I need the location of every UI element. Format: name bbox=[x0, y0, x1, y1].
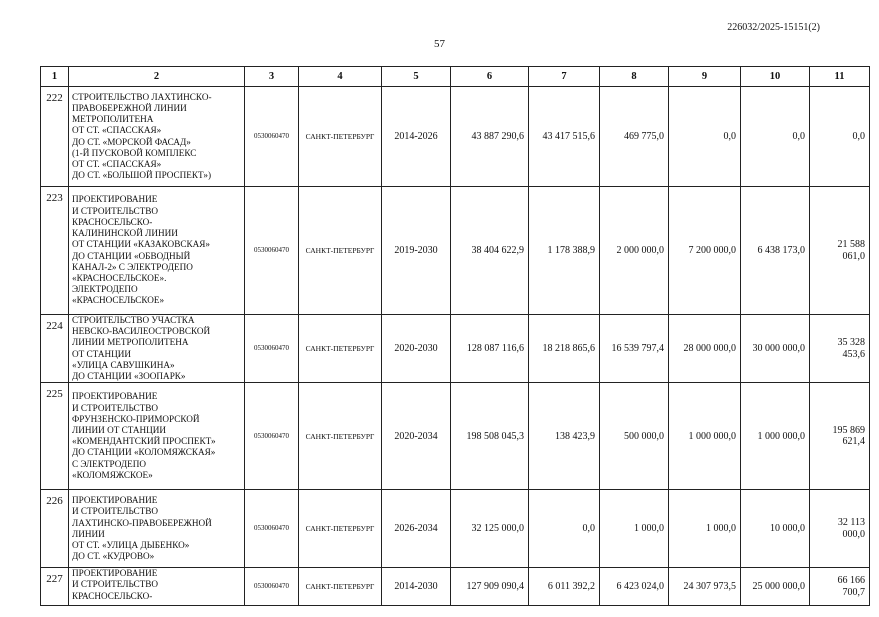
object-name-line: КАЛИНИНСКОЙ ЛИНИИ bbox=[72, 228, 178, 239]
budget-code: 0530060470 bbox=[245, 383, 299, 490]
object-name bbox=[69, 187, 245, 315]
budget-code: 0530060470 bbox=[245, 187, 299, 315]
column-header: 1 bbox=[41, 67, 69, 87]
amount-c8: 469 775,0 bbox=[600, 87, 669, 187]
object-name-line: ОТ СТАНЦИИ «КАЗАКОВСКАЯ» bbox=[72, 239, 210, 250]
object-name-line: С ЭЛЕКТРОДЕПО bbox=[72, 458, 147, 469]
amount-c7: 0,0 bbox=[529, 490, 600, 568]
row-number: 224 bbox=[41, 315, 69, 383]
amount-c11: 66 166 700,7 bbox=[810, 568, 870, 606]
row-number: 222 bbox=[41, 87, 69, 187]
amount-c6: 127 909 090,4 bbox=[451, 568, 529, 606]
amount-c9: 7 200 000,0 bbox=[669, 187, 741, 315]
column-header: 6 bbox=[451, 67, 529, 87]
amount-c11: 0,0 bbox=[810, 87, 870, 187]
page-number: 57 bbox=[434, 38, 445, 50]
amount-c6: 43 887 290,6 bbox=[451, 87, 529, 187]
amount-c8: 6 423 024,0 bbox=[600, 568, 669, 606]
period: 2014-2026 bbox=[382, 87, 451, 187]
object-name-line: ПРОЕКТИРОВАНИЕ bbox=[72, 568, 158, 579]
budget-code: 0530060470 bbox=[245, 315, 299, 383]
table-row bbox=[41, 490, 870, 568]
table-row bbox=[41, 87, 870, 187]
object-name-line: ЛИНИИ МЕТРОПОЛИТЕНА bbox=[72, 337, 189, 348]
object-name bbox=[69, 315, 245, 383]
object-name bbox=[69, 383, 245, 490]
object-name-line: ЛАХТИНСКО-ПРАВОБЕРЕЖНОЙ bbox=[72, 517, 212, 528]
amount-c9: 24 307 973,5 bbox=[669, 568, 741, 606]
amount-c7: 1 178 388,9 bbox=[529, 187, 600, 315]
investment-table bbox=[40, 66, 870, 606]
object-name-line: СТРОИТЕЛЬСТВО ЛАХТИНСКО- bbox=[72, 91, 212, 102]
amount-c10: 6 438 173,0 bbox=[741, 187, 810, 315]
period: 2020-2030 bbox=[382, 315, 451, 383]
object-name bbox=[69, 87, 245, 187]
amount-c10: 1 000 000,0 bbox=[741, 383, 810, 490]
object-name-line: ЭЛЕКТРОДЕПО bbox=[72, 284, 138, 295]
object-name-line: «КОЛОМЯЖСКОЕ» bbox=[72, 469, 153, 480]
row-number: 227 bbox=[41, 568, 69, 606]
object-name bbox=[69, 490, 245, 568]
object-name-line: И СТРОИТЕЛЬСТВО bbox=[72, 205, 159, 216]
object-name-line: И СТРОИТЕЛЬСТВО bbox=[72, 402, 159, 413]
column-header: 4 bbox=[299, 67, 382, 87]
object-name-line: КРАСНОСЕЛЬСКО- bbox=[72, 216, 153, 227]
object-name bbox=[69, 568, 245, 606]
table-row bbox=[41, 383, 870, 490]
period: 2019-2030 bbox=[382, 187, 451, 315]
amount-c11: 32 113 000,0 bbox=[810, 490, 870, 568]
row-number: 223 bbox=[41, 187, 69, 315]
region: САНКТ-ПЕТЕРБУРГ bbox=[299, 87, 382, 187]
region: САНКТ-ПЕТЕРБУРГ bbox=[299, 315, 382, 383]
object-name-line: И СТРОИТЕЛЬСТВО bbox=[72, 506, 159, 517]
budget-code: 0530060470 bbox=[245, 87, 299, 187]
object-name-line: ОТ СТАНЦИИ bbox=[72, 348, 132, 359]
object-name-line: ПРОЕКТИРОВАНИЕ bbox=[72, 495, 158, 506]
table-header-row bbox=[41, 67, 870, 87]
period: 2014-2030 bbox=[382, 568, 451, 606]
object-name-line: НЕВСКО-ВАСИЛЕОСТРОВСКОЙ bbox=[72, 326, 211, 337]
amount-c7: 43 417 515,6 bbox=[529, 87, 600, 187]
object-name-line: «КРАСНОСЕЛЬСКОЕ». bbox=[72, 272, 167, 283]
amount-c11: 21 588 061,0 bbox=[810, 187, 870, 315]
object-name-line: ОТ СТ. «СПАССКАЯ» bbox=[72, 158, 162, 169]
object-name-line: ПРОЕКТИРОВАНИЕ bbox=[72, 194, 158, 205]
object-name-line: «КОМЕНДАНТСКИЙ ПРОСПЕКТ» bbox=[72, 436, 216, 447]
object-name-line: ДО СТАНЦИИ «КОЛОМЯЖСКАЯ» bbox=[72, 447, 216, 458]
document-number: 226032/2025-15151(2) bbox=[727, 22, 820, 33]
column-header: 9 bbox=[669, 67, 741, 87]
object-name-line: ПРАВОБЕРЕЖНОЙ ЛИНИИ bbox=[72, 102, 187, 113]
object-name-line: ДО СТ. «БОЛЬШОЙ ПРОСПЕКТ») bbox=[72, 170, 212, 181]
amount-c8: 500 000,0 bbox=[600, 383, 669, 490]
amount-c10: 30 000 000,0 bbox=[741, 315, 810, 383]
amount-c10: 10 000,0 bbox=[741, 490, 810, 568]
amount-c11: 195 869 621,4 bbox=[810, 383, 870, 490]
amount-c10: 0,0 bbox=[741, 87, 810, 187]
object-name-line: КРАСНОСЕЛЬСКО- bbox=[72, 590, 153, 601]
region: САНКТ-ПЕТЕРБУРГ bbox=[299, 187, 382, 315]
amount-c6: 198 508 045,3 bbox=[451, 383, 529, 490]
object-name-line: «КРАСНОСЕЛЬСКОЕ» bbox=[72, 295, 165, 306]
region: САНКТ-ПЕТЕРБУРГ bbox=[299, 383, 382, 490]
object-name-line: КАНАЛ-2» С ЭЛЕКТРОДЕПО bbox=[72, 261, 193, 272]
amount-c7: 138 423,9 bbox=[529, 383, 600, 490]
budget-code: 0530060470 bbox=[245, 490, 299, 568]
object-name-line: «УЛИЦА САВУШКИНА» bbox=[72, 359, 175, 370]
amount-c6: 128 087 116,6 bbox=[451, 315, 529, 383]
table-row bbox=[41, 315, 870, 383]
amount-c7: 6 011 392,2 bbox=[529, 568, 600, 606]
object-name-line: ДО СТАНЦИИ «ОБВОДНЫЙ bbox=[72, 250, 191, 261]
row-number: 226 bbox=[41, 490, 69, 568]
column-header: 3 bbox=[245, 67, 299, 87]
region: САНКТ-ПЕТЕРБУРГ bbox=[299, 568, 382, 606]
object-name-line: ОТ СТ. «УЛИЦА ДЫБЕНКО» bbox=[72, 539, 190, 550]
column-header: 8 bbox=[600, 67, 669, 87]
row-number: 225 bbox=[41, 383, 69, 490]
amount-c9: 0,0 bbox=[669, 87, 741, 187]
column-header: 10 bbox=[741, 67, 810, 87]
object-name-line: ПРОЕКТИРОВАНИЕ bbox=[72, 391, 158, 402]
amount-c11: 35 328 453,6 bbox=[810, 315, 870, 383]
amount-c9: 28 000 000,0 bbox=[669, 315, 741, 383]
amount-c8: 1 000,0 bbox=[600, 490, 669, 568]
column-header: 5 bbox=[382, 67, 451, 87]
object-name-line: ДО СТ. «КУДРОВО» bbox=[72, 551, 155, 562]
table-row bbox=[41, 187, 870, 315]
period: 2020-2034 bbox=[382, 383, 451, 490]
amount-c8: 16 539 797,4 bbox=[600, 315, 669, 383]
object-name-line: МЕТРОПОЛИТЕНА bbox=[72, 114, 154, 125]
object-name-line: И СТРОИТЕЛЬСТВО bbox=[72, 579, 159, 590]
period: 2026-2034 bbox=[382, 490, 451, 568]
column-header: 11 bbox=[810, 67, 870, 87]
object-name-line: ЛИНИИ ОТ СТАНЦИИ bbox=[72, 425, 167, 436]
table-row bbox=[41, 568, 870, 606]
amount-c6: 38 404 622,9 bbox=[451, 187, 529, 315]
column-header: 7 bbox=[529, 67, 600, 87]
amount-c8: 2 000 000,0 bbox=[600, 187, 669, 315]
object-name-line: ФРУНЗЕНСКО-ПРИМОРСКОЙ bbox=[72, 413, 200, 424]
amount-c9: 1 000,0 bbox=[669, 490, 741, 568]
object-name-line: ОТ СТ. «СПАССКАЯ» bbox=[72, 125, 162, 136]
object-name-line: ДО СТАНЦИИ «ЗООПАРК» bbox=[72, 371, 186, 382]
budget-code: 0530060470 bbox=[245, 568, 299, 606]
amount-c10: 25 000 000,0 bbox=[741, 568, 810, 606]
object-name-line: (1-Й ПУСКОВОЙ КОМПЛЕКС bbox=[72, 147, 197, 158]
object-name-line: ЛИНИИ bbox=[72, 528, 105, 539]
column-header: 2 bbox=[69, 67, 245, 87]
amount-c7: 18 218 865,6 bbox=[529, 315, 600, 383]
object-name-line: ДО СТ. «МОРСКОЙ ФАСАД» bbox=[72, 136, 191, 147]
amount-c6: 32 125 000,0 bbox=[451, 490, 529, 568]
region: САНКТ-ПЕТЕРБУРГ bbox=[299, 490, 382, 568]
amount-c9: 1 000 000,0 bbox=[669, 383, 741, 490]
object-name-line: СТРОИТЕЛЬСТВО УЧАСТКА bbox=[72, 315, 195, 325]
